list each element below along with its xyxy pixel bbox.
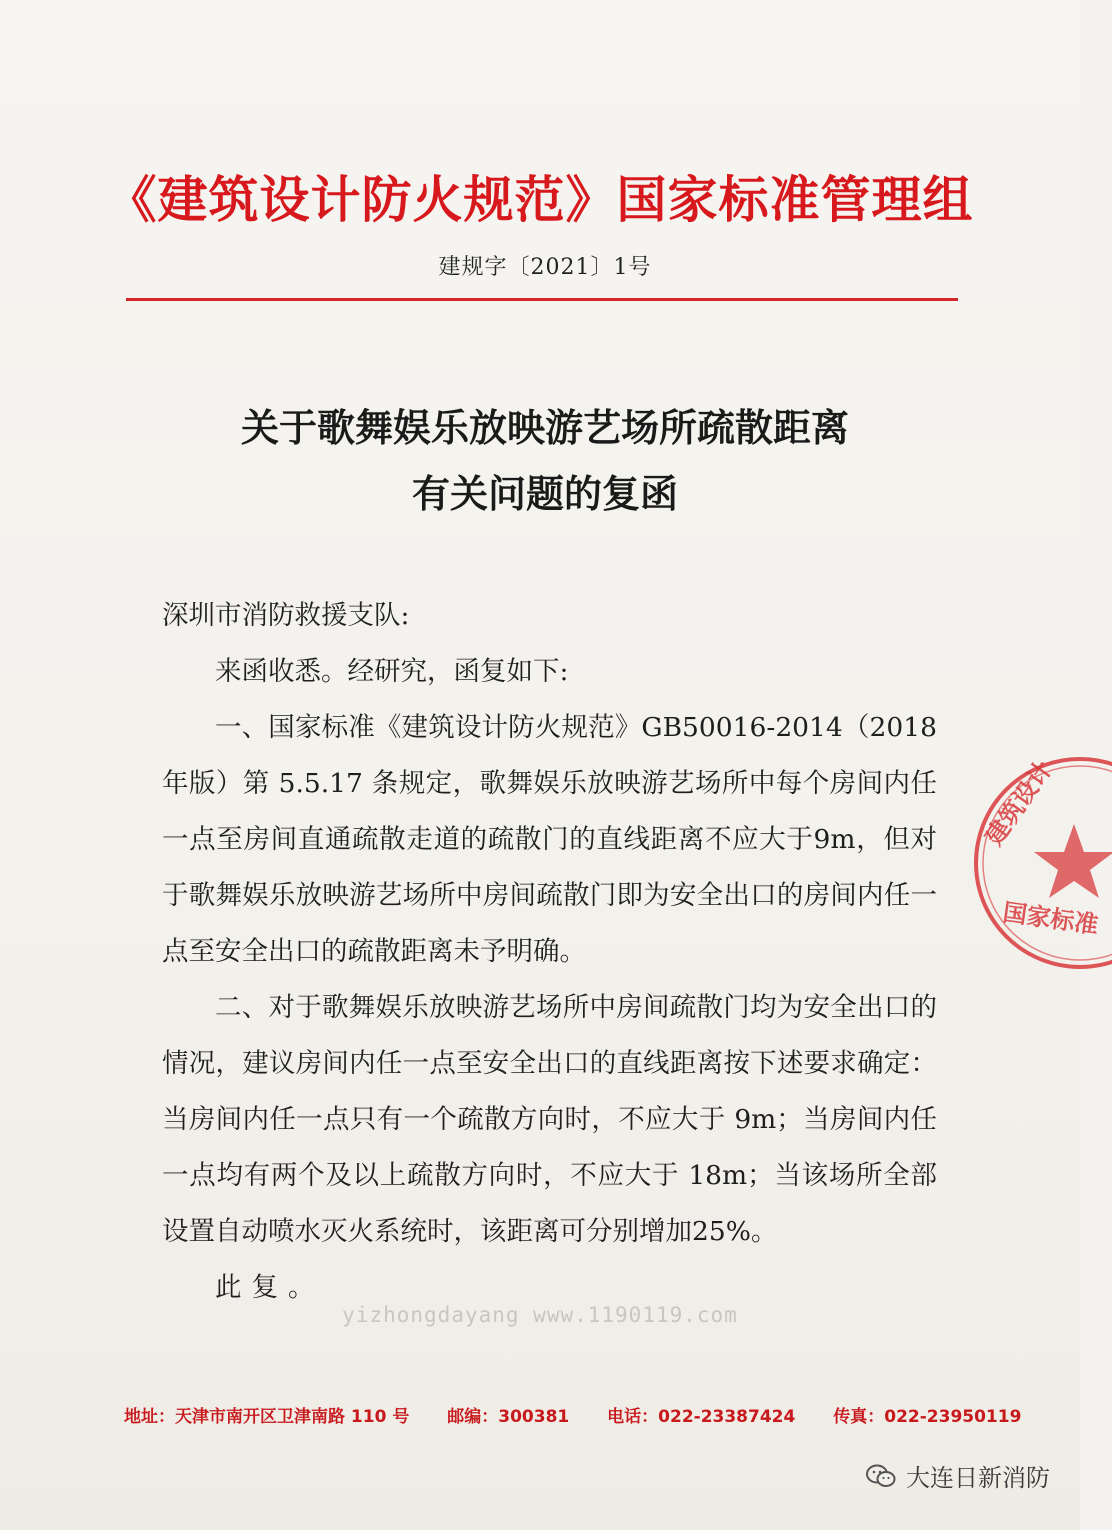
document-number: 建规字〔2021〕1号: [438, 255, 652, 280]
title-line-1: 关于歌舞娱乐放映游艺场所疏散距离: [240, 405, 849, 450]
red-divider: [126, 298, 958, 301]
title-line-2: 有关问题的复函: [411, 471, 678, 516]
seal-graphic: [962, 752, 1112, 974]
letterhead-footer: [124, 1402, 1022, 1427]
paragraph-2: 二、对于歌舞娱乐放映游艺场所中房间疏散门均为安全出口的情况，建议房间内任一点至安全出口的直线距离按下述要求确定：当房间内任一点只有一个疏散方向时，不应大于 9m；当房间内任一点均有两个及以上疏散方向时，不应大于 18m；当该场所全部设置自动喷水灭火系统时，该距离可分别增加25%。: [162, 992, 937, 1247]
document-title: [0, 395, 1090, 527]
opening-line: 来函收悉。经研究，函复如下:: [215, 656, 569, 687]
footer-address: 地址：天津市南开区卫津南路 110 号: [124, 1407, 410, 1427]
watermark: yizhongdayang www.1190119.com: [342, 1303, 738, 1327]
official-seal: [962, 752, 1112, 974]
letter-body: [162, 588, 937, 1316]
wechat-icon: [866, 1463, 896, 1489]
closing-line: 此复。: [215, 1272, 325, 1303]
seal-text-bottom: 国家标准: [1001, 898, 1101, 940]
wechat-account-badge[interactable]: [866, 1458, 1050, 1493]
addressee: 深圳市消防救援支队:: [162, 600, 410, 631]
wechat-account-name: 大连日新消防: [906, 1464, 1050, 1492]
footer-fax: 传真：022-23950119: [833, 1407, 1022, 1427]
seal-text-top: 建筑设计: [979, 755, 1058, 851]
paragraph-1: 一、国家标准《建筑设计防火规范》GB50016-2014（2018年版）第 5.5.17 条规定，歌舞娱乐放映游艺场所中每个房间内任一点至房间直通疏散走道的疏散门的直线距离不应大于9m，但对于歌舞娱乐放映游艺场所中房间疏散门即为安全出口的房间内任一点至安全出口的疏散距离未予明确。: [162, 712, 937, 967]
seal-star-icon: [1034, 824, 1112, 898]
footer-phone: 电话：022-23387424: [607, 1407, 796, 1427]
footer-postcode: 邮编：300381: [447, 1407, 570, 1427]
organization-title: 《建筑设计防火规范》国家标准管理组: [106, 171, 974, 229]
